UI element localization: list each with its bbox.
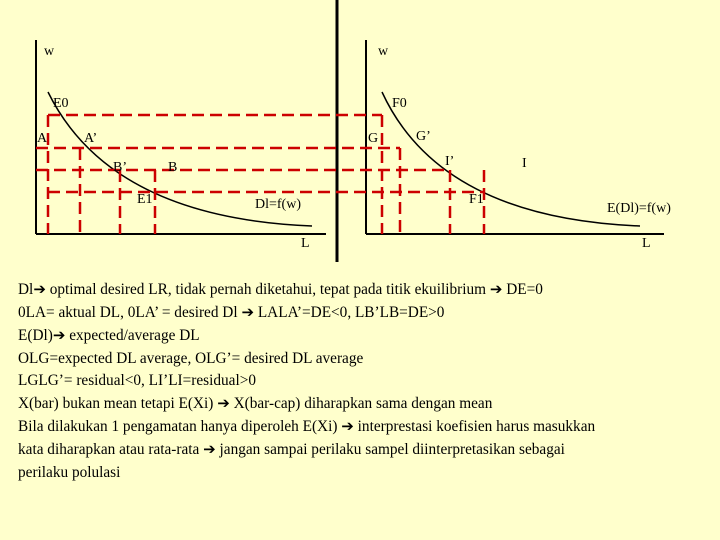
point-label-A-prime: A’ [84, 131, 98, 146]
note-line-4: OLG=expected DL average, OLG’= desired DL average [18, 349, 364, 367]
arrow-icon: ➔ [217, 394, 230, 413]
point-label-B-prime: B’ [113, 160, 127, 175]
curve-label-right: E(Dl)=f(w) [607, 201, 671, 216]
note-line-6: X(bar) bukan mean tetapi E(Xi) ➔ X(bar-cap) diharapkan sama dengan mean [18, 394, 493, 413]
note-line-2: 0LA= aktual DL, 0LA’ = desired Dl ➔ LALA’=DE<0, LB’LB=DE>0 [18, 303, 445, 322]
note-line-1: Dl➔ optimal desired LR, tidak pernah diketahui, tepat pada titik ekuilibrium ➔ DE=0 [18, 280, 543, 298]
note-line-9: perilaku polulasi [18, 463, 121, 481]
note-line-5: LGLG’= residual<0, LI’LI=residual>0 [18, 371, 256, 389]
point-label-F0: F0 [392, 96, 407, 111]
point-label-F1: F1 [469, 192, 484, 207]
left-x-axis-label: L [301, 236, 310, 251]
right-demand-curve [382, 92, 640, 226]
point-label-A: A [37, 131, 48, 146]
point-label-E1: E1 [137, 192, 153, 207]
point-label-I-prime: I’ [445, 154, 455, 169]
note-line-3: E(Dl)➔ expected/average DL [18, 326, 200, 345]
left-y-axis-label: w [44, 44, 55, 59]
arrow-icon: ➔ [203, 440, 216, 459]
point-label-B: B [168, 160, 178, 175]
right-y-axis-label: w [378, 44, 389, 59]
arrow-icon: ➔ [33, 280, 46, 298]
arrow-icon: ➔ [341, 417, 354, 436]
arrow-icon: ➔ [52, 326, 66, 345]
point-label-I: I [522, 156, 527, 171]
point-label-E0: E0 [53, 96, 69, 111]
point-label-G: G [368, 131, 379, 146]
explanation-notes [18, 278, 708, 484]
arrow-icon: ➔ [489, 280, 503, 298]
note-line-7: Bila dilakukan 1 pengamatan hanya diperoleh E(Xi) ➔ interprestasi koefisien harus masukkan [18, 417, 596, 436]
note-line-8: kata diharapkan atau rata-rata ➔ jangan sampai perilaku sampel diinterpretasikan sebagai [18, 440, 565, 459]
curve-label-left: Dl=f(w) [255, 197, 301, 212]
right-x-axis-label: L [642, 236, 651, 251]
arrow-icon: ➔ [241, 303, 255, 322]
point-label-G-prime: G’ [416, 129, 431, 144]
